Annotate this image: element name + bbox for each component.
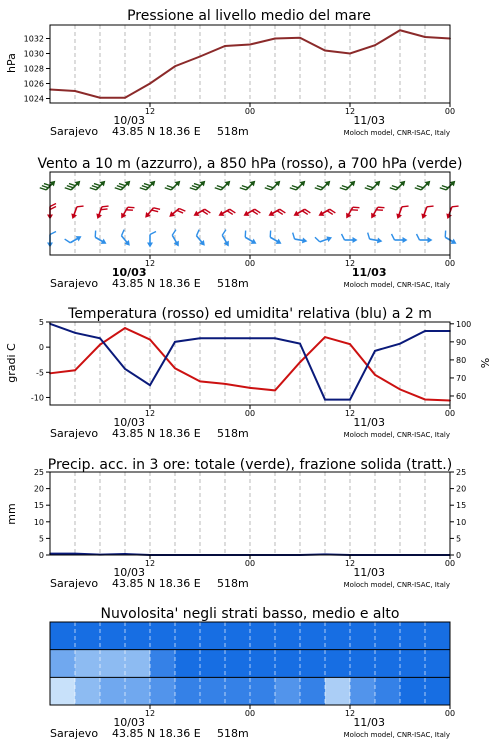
pressure-point [299,37,301,39]
temperature-point [249,387,251,389]
y-tick-label: 1024 [23,94,44,104]
tick-label-00b: 00 [444,559,456,568]
humidity-point [74,332,76,334]
pressure-point [74,90,76,92]
cloud-cell [50,650,75,678]
footer-elevation: 518m [217,125,249,138]
footer-location: Sarajevo [50,577,99,590]
tick-label-00b: 00 [444,107,456,116]
temperature-point [99,344,101,346]
y-tick-label: 20 [456,484,467,494]
footer-location: Sarajevo [50,277,99,290]
temperature-point [399,389,401,391]
cloud-cell [275,677,300,705]
cloud-cell [400,650,425,678]
y-tick-label: 90 [456,337,467,347]
precipitation-ylabel: mm [5,503,18,525]
humidity-point [249,337,251,339]
pressure-point [149,83,151,85]
y-tick-label: 10 [33,517,44,527]
cloud-title: Nuvolosita' negli strati basso, medio e alto [100,606,400,622]
date-label-1003: 10/03 [113,114,146,127]
tick-label-12a: 12 [144,107,156,116]
y-tick-label: 0 [456,551,462,560]
tick-label-00a: 00 [244,409,256,418]
pressure-point [349,53,351,55]
footer-credit: Moloch model, CNR-ISAC, Italy [343,129,450,137]
humidity-point [199,337,201,339]
humidity-point [149,384,151,386]
cloud-cell [200,622,225,650]
humidity-point [424,330,426,332]
pressure-point [249,44,251,46]
pressure-point [124,97,126,99]
y-tick-label: 10 [456,517,467,527]
temperature-point [149,339,151,341]
footer-credit: Moloch model, CNR-ISAC, Italy [343,281,450,289]
pressure-point [224,45,226,47]
footer-coords: 43.85 N 18.36 E [112,427,201,440]
humidity-point [349,399,351,401]
cloud-cell [150,622,175,650]
precipitation-gridlines [75,472,425,555]
temperature-point [74,369,76,371]
cloud-cell [325,622,350,650]
y-tick-label: 20 [33,484,44,494]
cloud-cell [175,650,200,678]
humidity-point [124,368,126,370]
date-label-1003: 10/03 [113,716,146,729]
cloud-cell [225,650,250,678]
pressure-y-ticks [24,35,50,104]
cloud-cell [325,677,350,705]
footer-location: Sarajevo [50,427,99,440]
cloud-cell [250,650,275,678]
cloud-cell [225,677,250,705]
wind-time-axis [112,255,455,279]
humidity-point [174,341,176,343]
pressure-point [374,44,376,46]
tick-label-00a: 00 [244,259,256,268]
footer-coords: 43.85 N 18.36 E [112,577,201,590]
cloud-panel [50,606,455,740]
cloud-cell [125,650,150,678]
y-tick-label: 0 [38,343,44,353]
temperature-point [174,367,176,369]
precipitation-time-axis [113,555,455,579]
tick-label-00a: 00 [244,559,256,568]
precipitation-title: Precip. acc. in 3 ore: totale (verde), frazione solida (tratt.) [47,457,453,473]
temperature-point [199,380,201,382]
cloud-cell [100,677,125,705]
cloud-cell [225,622,250,650]
cloud-cell [50,622,75,650]
footer-elevation: 518m [217,427,249,440]
temperature-point [374,374,376,376]
pressure-time-axis [113,103,455,127]
footer-credit: Moloch model, CNR-ISAC, Italy [343,431,450,439]
cloud-cell [425,622,450,650]
y-tick-label: 1032 [23,34,44,44]
cloud-cell [350,650,375,678]
temperature-footer [50,427,450,440]
humidity-point [299,343,301,345]
cloud-footer [50,727,450,740]
y-tick-label: 80 [456,355,467,365]
precipitation-right-y-ticks [450,468,466,560]
y-tick-label: -10 [30,393,44,403]
temperature-panel [5,306,492,440]
footer-elevation: 518m [217,277,249,290]
cloud-cell [375,677,400,705]
y-tick-label: -5 [36,368,44,378]
y-tick-label: 25 [33,468,44,477]
y-tick-label: 100 [456,319,472,329]
pressure-point [399,29,401,31]
cloud-cell [300,622,325,650]
cloud-cell [125,622,150,650]
y-tick-label: 5 [456,534,462,544]
humidity-point [224,337,226,339]
date-label-1003: 10/03 [111,266,147,279]
temperature-point [324,336,326,338]
date-label-1103: 11/03 [351,266,387,279]
footer-location: Sarajevo [50,125,99,138]
cloud-cell [175,677,200,705]
pressure-point [324,50,326,52]
wind-panel [37,156,462,290]
pressure-gridlines [75,25,425,103]
pressure-point [99,97,101,99]
temperature-time-axis [113,405,455,429]
pressure-ylabel: hPa [5,53,18,73]
humidity-point [274,337,276,339]
tick-label-12a: 12 [144,259,156,268]
temperature-point [299,361,301,363]
tick-label-00a: 00 [244,107,256,116]
cloud-cell [275,622,300,650]
cloud-cell [75,677,100,705]
temperature-ylabel: gradi C [5,343,18,383]
tick-label-12b: 12 [344,259,356,268]
humidity-point [99,337,101,339]
cloud-cell [300,650,325,678]
footer-credit: Moloch model, CNR-ISAC, Italy [343,731,450,739]
cloud-cell [150,677,175,705]
cloud-cell [250,622,275,650]
cloud-cell [375,650,400,678]
y-tick-label: 15 [33,501,44,511]
footer-coords: 43.85 N 18.36 E [112,727,201,740]
temperature-gridlines [75,322,425,405]
date-label-1103: 11/03 [353,416,386,429]
date-label-1103: 11/03 [353,716,386,729]
temperature-point [274,390,276,392]
arrow-barb [452,204,459,209]
tick-label-00b: 00 [444,709,456,718]
temperature-y-ticks [31,318,50,402]
cloud-cell [250,677,275,705]
y-tick-label: 1028 [23,64,44,74]
footer-credit: Moloch model, CNR-ISAC, Italy [343,581,450,589]
precipitation-footer [50,577,450,590]
humidity-point [374,350,376,352]
cloud-cell [200,677,225,705]
tick-label-12a: 12 [144,409,156,418]
y-tick-label: 60 [456,391,467,401]
cloud-cell [425,677,450,705]
tick-label-00b: 00 [444,259,456,268]
footer-coords: 43.85 N 18.36 E [112,277,201,290]
pressure-point [274,38,276,40]
footer-elevation: 518m [217,727,249,740]
y-tick-label: 5 [38,318,44,327]
wind-title: Vento a 10 m (azzurro), a 850 hPa (rosso), a 700 hPa (verde) [37,156,463,172]
tick-label-00b: 00 [444,409,456,418]
date-label-1103: 11/03 [353,566,386,579]
y-tick-label: 5 [38,534,44,544]
tick-label-12a: 12 [144,709,156,718]
cloud-cell [350,677,375,705]
cloud-cell [150,650,175,678]
cloud-cell [100,650,125,678]
date-label-1003: 10/03 [113,566,146,579]
pressure-footer [50,125,450,138]
humidity-y-ticks [450,320,471,401]
humidity-point [399,343,401,345]
precipitation-y-ticks [34,468,50,560]
temperature-point [224,383,226,385]
cloud-cell [300,677,325,705]
cloud-cell [125,677,150,705]
temperature-point [124,327,126,329]
cloud-cell [75,650,100,678]
footer-location: Sarajevo [50,727,99,740]
tick-label-00a: 00 [244,709,256,718]
temperature-humidity-series [49,323,451,401]
y-tick-label: 1030 [23,49,44,59]
cloud-cell [400,622,425,650]
cloud-cell [75,622,100,650]
date-label-1103: 11/03 [353,114,386,127]
precipitation-panel [5,457,466,590]
footer-elevation: 518m [217,577,249,590]
pressure-panel [5,8,455,138]
temperature-point [424,399,426,401]
cloud-cell [400,677,425,705]
pressure-point [424,36,426,38]
tick-label-12b: 12 [344,709,356,718]
cloud-cell [175,622,200,650]
cloud-cell [375,622,400,650]
y-tick-label: 1026 [23,79,44,89]
cloud-cell [275,650,300,678]
cloud-time-axis [113,705,455,729]
date-label-1003: 10/03 [113,416,146,429]
cloud-cell [200,650,225,678]
y-tick-label: 70 [456,373,467,383]
y-tick-label: 0 [38,551,44,560]
temperature-point [349,343,351,345]
pressure-point [199,56,201,58]
temperature-title: Temperatura (rosso) ed umidita' relativa (blu) a 2 m [68,306,432,322]
cloud-cell [350,622,375,650]
humidity-point [324,399,326,401]
cloud-cell [50,677,75,705]
humidity-ylabel: % [479,357,492,369]
cloud-cell [425,650,450,678]
precipitation-point [74,553,76,555]
pressure-point [174,65,176,67]
cloud-cell [100,622,125,650]
y-tick-label: 25 [456,468,467,477]
cloud-cell [325,650,350,678]
wind-footer [50,277,450,290]
tick-label-12b: 12 [344,409,356,418]
tick-label-12b: 12 [344,107,356,116]
y-tick-label: 15 [456,501,467,511]
footer-coords: 43.85 N 18.36 E [112,125,201,138]
tick-label-12a: 12 [144,559,156,568]
pressure-title: Pressione al livello medio del mare [127,8,371,24]
tick-label-12b: 12 [344,559,356,568]
arrow-head [451,239,458,247]
